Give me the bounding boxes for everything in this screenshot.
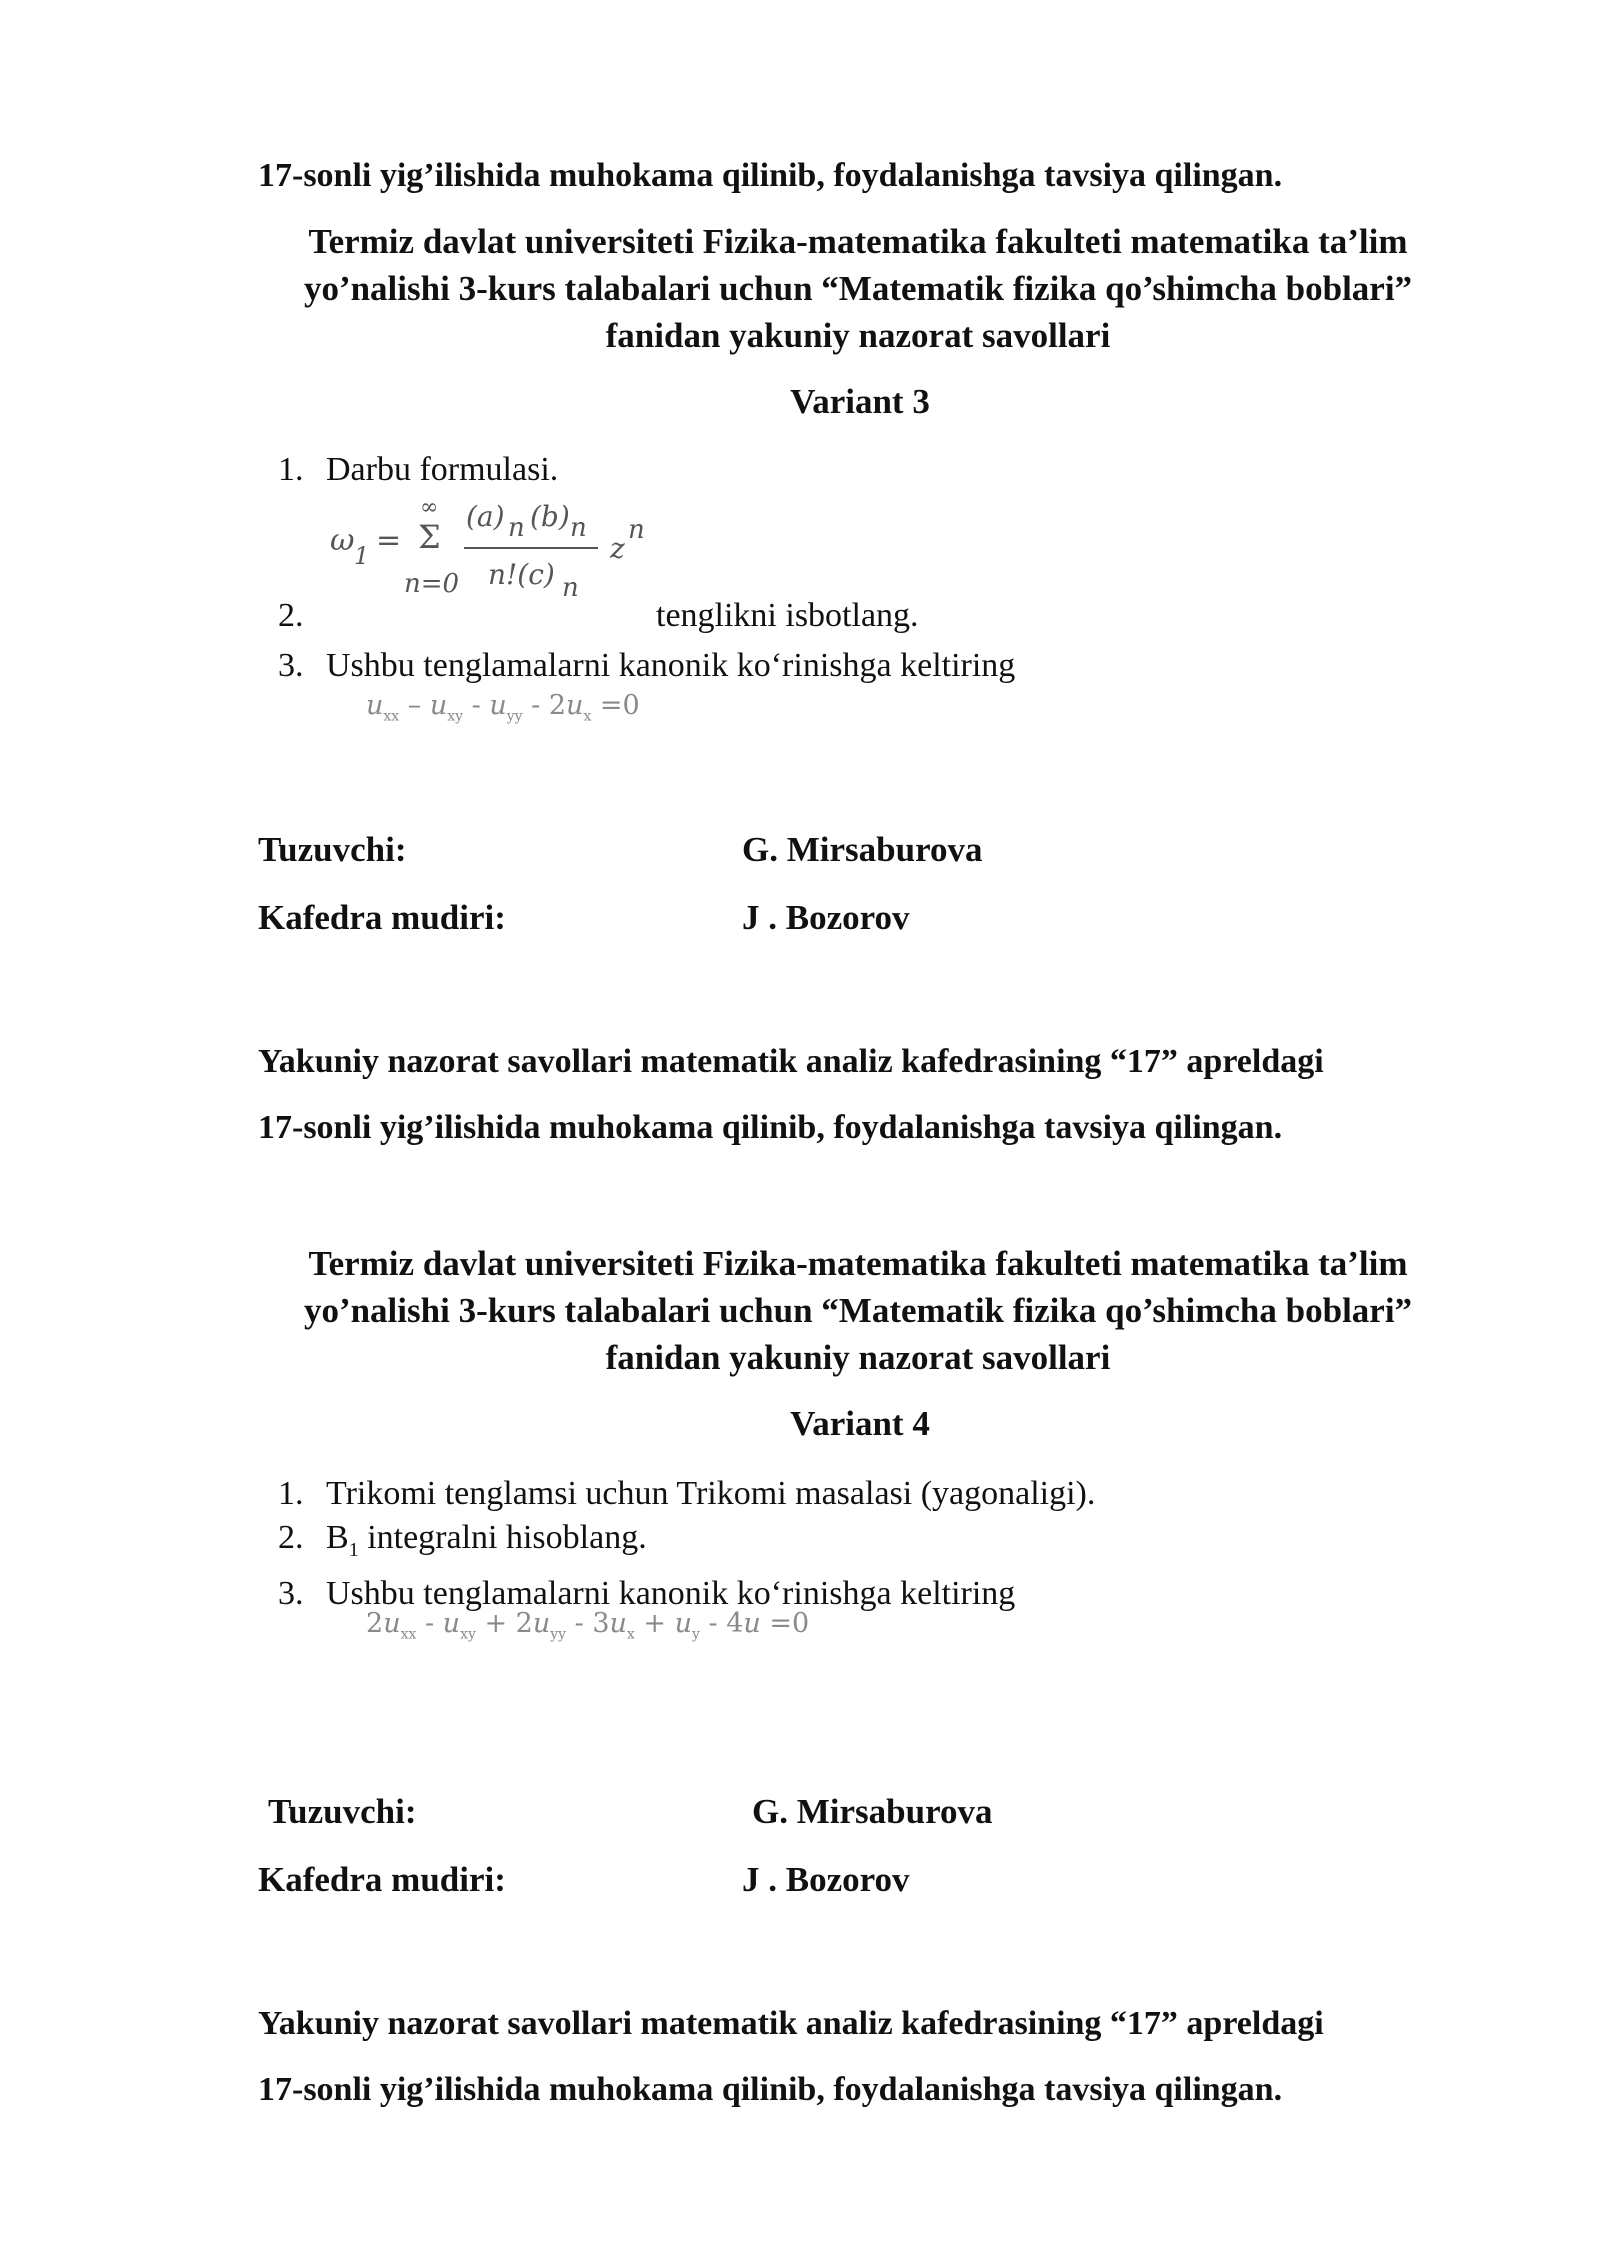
variant-title-3: Variant 3 <box>790 382 930 421</box>
question-text: integralni hisoblang. <box>358 1519 647 1556</box>
equation-image-variant-4: $2u_{xx} - u_{xy} + 2u_{yy} - 3u_x + u_y - 4u =0$ <box>366 1608 810 1643</box>
svg-text:n: n <box>562 573 579 600</box>
svg-text:n=0: n=0 <box>404 569 460 599</box>
heading-variant-3 <box>258 218 1458 359</box>
question-list-variant-3 <box>278 448 558 492</box>
head-name: J . Bozorov <box>742 898 910 937</box>
question-list-variant-3-cont <box>278 594 1015 688</box>
svg-text:n!(c): n!(c) <box>488 558 555 591</box>
question-text: Ushbu tenglamalarni kanonik ko‘rinishga keltiring <box>326 647 1016 684</box>
question-item <box>278 1516 1095 1572</box>
heading-line-3: fanidan yakuniy nazorat savollari <box>605 316 1111 355</box>
question-item <box>278 644 1015 688</box>
top-note-line: 17-sonli yig’ilishida muhokama qilinib, foydalanishga tavsiya qilingan. <box>258 157 1283 194</box>
approval-note-line-1: Yakuniy nazorat savollari matematik analiz kafedrasining “17” apreldagi <box>258 1043 1324 1080</box>
question-number: 3. <box>278 647 304 684</box>
heading-line-1: Termiz davlat universiteti Fizika-matematika fakulteti matematika ta’lim <box>308 222 1408 261</box>
question-text: Darbu formulasi. <box>326 451 559 488</box>
compiler-label: Tuzuvchi: <box>258 830 407 869</box>
svg-text:ω: ω <box>330 523 355 558</box>
question-item <box>278 594 1015 638</box>
question-text: tenglikni isbotlang. <box>656 597 919 634</box>
heading-line-2: yo’nalishi 3-kurs talabalari uchun “Matematik fizika qo’shimcha boblari” <box>303 269 1413 308</box>
svg-text:(a): (a) <box>466 500 505 533</box>
head-label: Kafedra mudiri: <box>258 1860 506 1899</box>
heading-line-1: Termiz davlat universiteti Fizika-matematika fakulteti matematika ta’lim <box>308 1244 1408 1283</box>
compiler-name: G. Mirsaburova <box>752 1792 993 1831</box>
heading-line-2: yo’nalishi 3-kurs talabalari uchun “Matematik fizika qo’shimcha boblari” <box>303 1291 1413 1330</box>
svg-text:n: n <box>628 515 645 545</box>
heading-line-3: fanidan yakuniy nazorat savollari <box>605 1338 1111 1377</box>
svg-text:=: = <box>376 523 402 558</box>
question-text: Ushbu tenglamalarni kanonik ko‘rinishga keltiring <box>326 1574 1016 1612</box>
compiler-label: Tuzuvchi: <box>268 1792 417 1831</box>
question-number: 3. <box>278 1574 304 1612</box>
question-list-variant-4 <box>278 1472 1095 1616</box>
approval-note-line-2: 17-sonli yig’ilishida muhokama qilinib, foydalanishga tavsiya qilingan. <box>258 1109 1283 1146</box>
question-item <box>278 448 558 492</box>
variant-title-4: Variant 4 <box>790 1404 930 1443</box>
svg-text:n: n <box>508 513 525 543</box>
question-number: 2. <box>278 1519 304 1556</box>
question-number: 1. <box>278 451 304 488</box>
darbu-formula-image <box>328 492 668 600</box>
question-item <box>278 1472 1095 1516</box>
question-number: 1. <box>278 1475 304 1512</box>
question-text-prefix: B <box>326 1519 349 1556</box>
svg-text:z: z <box>610 532 625 565</box>
svg-text:n: n <box>570 513 587 543</box>
head-name: J . Bozorov <box>742 1860 910 1899</box>
svg-text:1: 1 <box>354 542 370 570</box>
question-text-subscript: 1 <box>348 1538 359 1561</box>
compiler-name: G. Mirsaburova <box>742 830 983 869</box>
head-label: Kafedra mudiri: <box>258 898 506 937</box>
svg-text:∞: ∞ <box>420 495 439 520</box>
approval-note-line-1: Yakuniy nazorat savollari matematik analiz kafedrasining “17” apreldagi <box>258 2005 1324 2042</box>
question-number: 2. <box>278 597 304 634</box>
svg-text:Σ: Σ <box>418 518 441 556</box>
equation-image-variant-3: $u_{xx} - u_{xy} - u_{yy} - 2u_x =0$ <box>366 690 640 725</box>
approval-note-line-2: 17-sonli yig’ilishida muhokama qilinib, foydalanishga tavsiya qilingan. <box>258 2071 1283 2108</box>
heading-variant-4 <box>258 1240 1458 1381</box>
question-text: Trikomi tenglamsi uchun Trikomi masalasi (yagonaligi). <box>326 1475 1096 1512</box>
svg-text:(b): (b) <box>530 500 570 533</box>
